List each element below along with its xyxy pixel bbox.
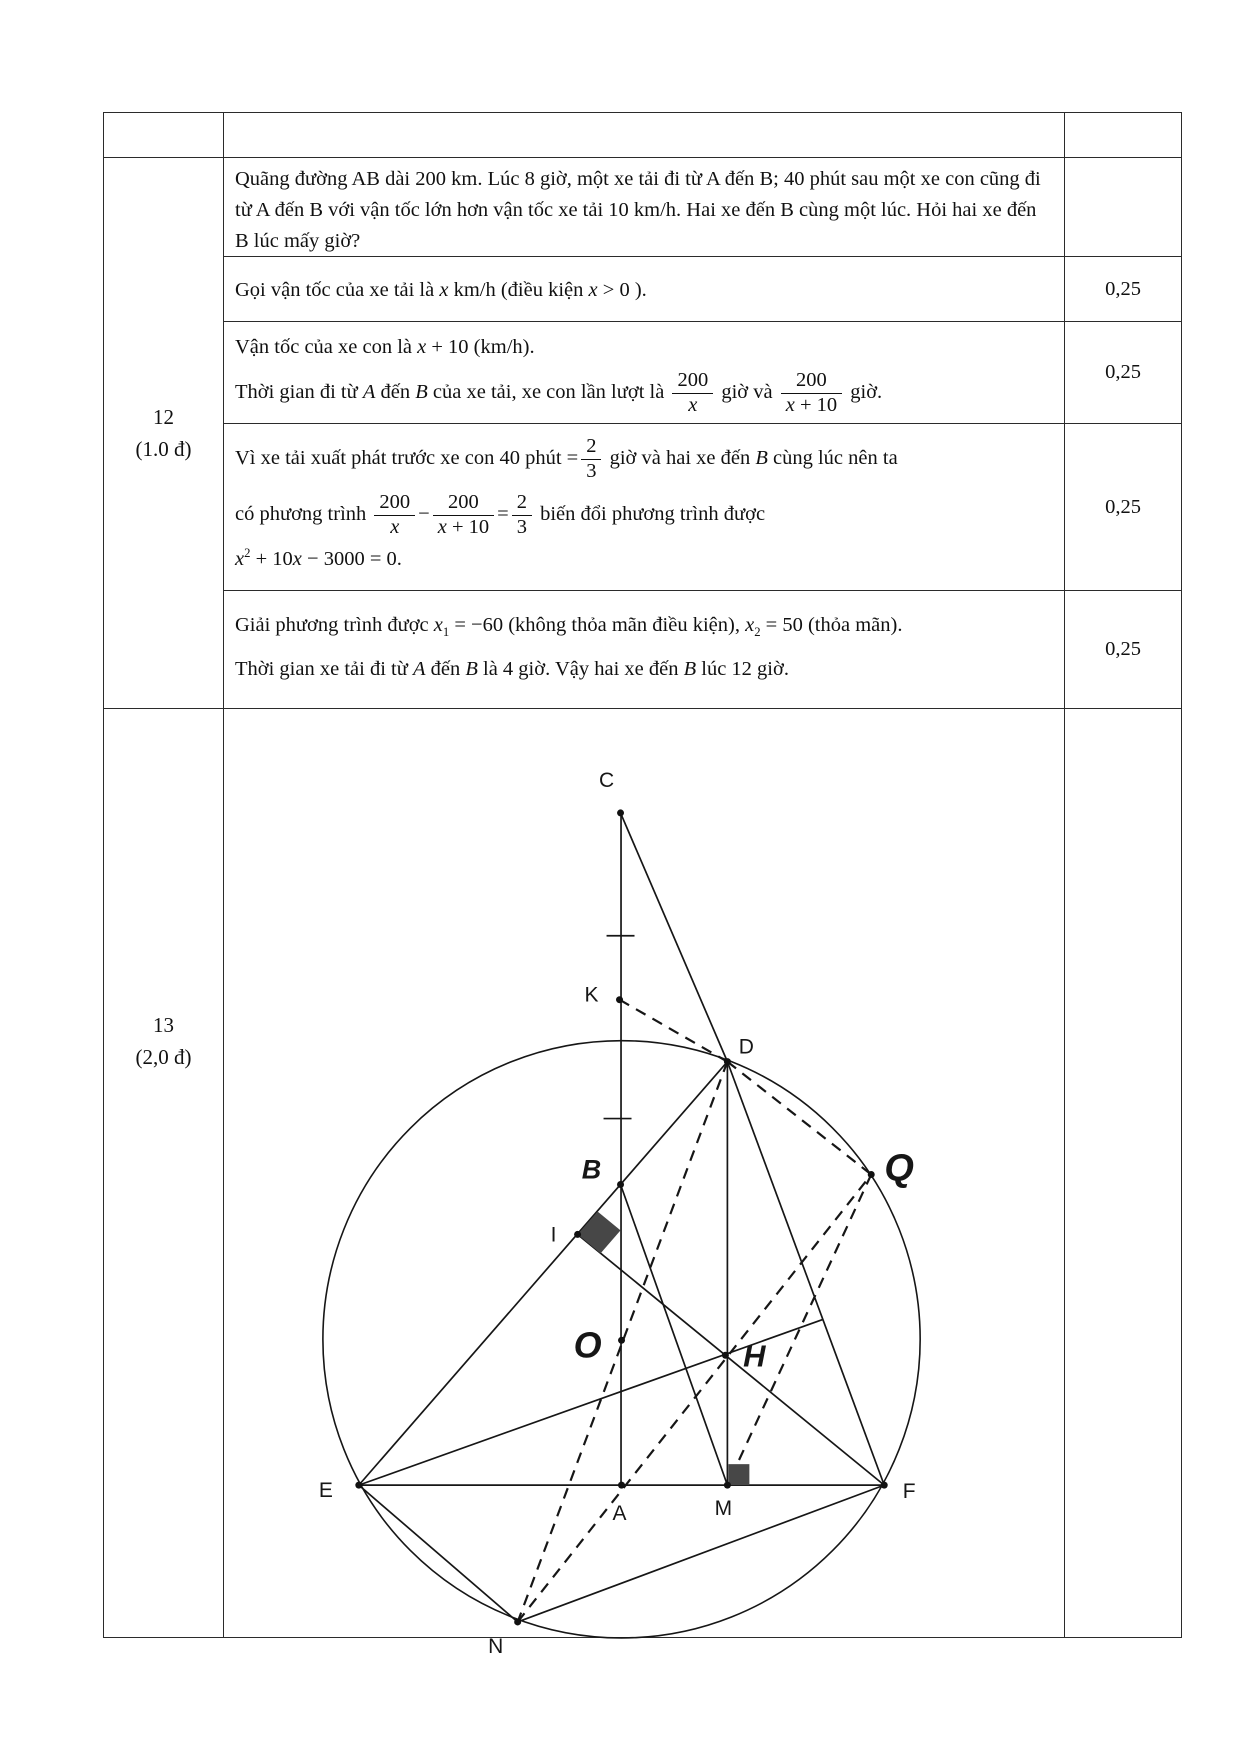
dashed-Q-M xyxy=(727,1174,871,1485)
problem-12-points: (1.0 đ) xyxy=(135,437,192,461)
var-B: B xyxy=(465,658,478,680)
point-label-E: E xyxy=(318,1479,333,1503)
geometry-figure xyxy=(224,709,1063,1658)
step2-text7: giờ. xyxy=(845,380,883,403)
step4-text2: = −60 (không thỏa mãn điều kiện), xyxy=(449,614,746,636)
step2-text3: Thời gian đi từ xyxy=(235,380,363,403)
point-F xyxy=(881,1482,888,1489)
step-4-score: 0,25 xyxy=(1065,591,1182,709)
var-A: A xyxy=(362,380,376,403)
point-label-I: I xyxy=(550,1223,557,1247)
point-Q xyxy=(868,1171,875,1178)
point-E xyxy=(355,1482,362,1489)
dashed-lines xyxy=(518,1000,872,1622)
point-H xyxy=(722,1352,729,1359)
step4-text: Giải phương trình được xyxy=(235,614,434,636)
problem-13-score-cell xyxy=(1065,709,1182,1638)
var-A: A xyxy=(412,658,426,680)
fraction-200-over-x: $\frac{200}{x}$ xyxy=(672,369,713,417)
point-label-A: A xyxy=(612,1502,627,1526)
step-3-score: 0,25 xyxy=(1065,424,1182,591)
var-x: x xyxy=(433,614,443,636)
point-M xyxy=(724,1482,731,1489)
fraction-2-over-3: $\frac{2}{3}$ xyxy=(512,491,532,539)
point-C xyxy=(617,809,624,816)
step3-text5: biến đổi phương trình được xyxy=(534,502,766,525)
point-label-O: O xyxy=(573,1324,602,1366)
step3-text3: cùng lúc nên ta xyxy=(767,446,898,469)
step3-text6: + 10 xyxy=(250,548,293,571)
problem-12-number: 12 xyxy=(153,405,174,429)
step-2-score: 0,25 xyxy=(1065,322,1182,424)
step2-text5: của xe tải, xe con lần lượt là xyxy=(427,380,670,403)
subscript-1: 1 xyxy=(442,625,450,640)
step-1-score: 0,25 xyxy=(1065,257,1182,322)
step1-text2: km/h (điều kiện xyxy=(448,278,589,301)
point-label-H: H xyxy=(743,1338,766,1374)
point-K xyxy=(616,996,623,1003)
step2-text6: giờ và xyxy=(716,380,778,403)
var-x: x xyxy=(417,336,427,358)
answer-table xyxy=(103,112,1182,1658)
step4-text3: = 50 (thỏa mãn). xyxy=(760,614,903,636)
fraction-200-over-x: $\frac{200}{x}$ xyxy=(374,491,415,539)
header-cell-empty-left xyxy=(104,113,224,158)
right-angle-marker-I xyxy=(578,1211,621,1253)
exponent-2: 2 xyxy=(244,546,251,561)
point-label-D: D xyxy=(738,1035,754,1059)
var-x: x xyxy=(588,278,598,301)
point-label-C: C xyxy=(598,768,615,792)
problem-13-id-cell xyxy=(104,709,224,1638)
step4-text4: Thời gian xe tải đi từ xyxy=(235,658,413,680)
problem-13-figure-cell xyxy=(224,709,1065,1658)
point-label-N: N xyxy=(488,1634,504,1658)
step4-text7: lúc 12 giờ. xyxy=(696,658,789,680)
line-C-D xyxy=(621,813,728,1062)
var-x: x xyxy=(292,548,302,571)
point-A xyxy=(618,1482,625,1489)
subscript-2: 2 xyxy=(754,625,761,640)
minus-sign: − xyxy=(418,502,430,525)
var-B: B xyxy=(683,658,697,680)
problem-12-id-cell xyxy=(104,158,224,709)
var-B: B xyxy=(755,446,768,469)
solid-lines xyxy=(359,813,884,1622)
var-B: B xyxy=(415,380,428,403)
step2-text2: + 10 (km/h). xyxy=(426,336,535,358)
step1-text3: > 0 ). xyxy=(597,278,647,301)
point-label-K: K xyxy=(584,983,599,1007)
point-N xyxy=(514,1618,521,1625)
var-x: x xyxy=(235,548,245,571)
problem-12-statement: Quãng đường AB dài 200 km. Lúc 8 giờ, một xe tải đi từ A đến B; 40 phút sau một xe con cũng đi từ A đến B với vận tốc lớn hơn vận tốc xe tải 10 km/h. Hai xe đến B cùng một lúc. Hỏi hai xe đến B lúc mấy giờ? xyxy=(224,158,1065,257)
point-O xyxy=(618,1337,625,1344)
equals-sign: = xyxy=(566,446,579,469)
var-x: x xyxy=(745,614,755,636)
step-1-text-cell xyxy=(224,257,1065,322)
step3-text4: có phương trình xyxy=(235,502,372,525)
point-I xyxy=(574,1231,581,1238)
step3-text7: − 3000 = 0. xyxy=(301,548,402,571)
point-D xyxy=(724,1058,731,1065)
fraction-200-over-x-plus-10: $\frac{200}{x + 10}$ xyxy=(781,369,842,417)
fraction-2-over-3: $\frac{2}{3}$ xyxy=(581,435,601,483)
header-cell-empty-score xyxy=(1065,113,1182,158)
point-label-M: M xyxy=(714,1497,733,1521)
problem-13-points: (2,0 đ) xyxy=(135,1045,192,1069)
step1-text: Gọi vận tốc của xe tải là xyxy=(235,278,440,301)
step-4-text-cell xyxy=(224,591,1065,709)
step2-text4: đến xyxy=(375,380,416,403)
step4-text5: đến xyxy=(425,658,466,680)
step-2-text-cell xyxy=(224,322,1065,424)
fraction-200-over-x-plus-10: $\frac{200}{x + 10}$ xyxy=(433,491,494,539)
line-E-N xyxy=(359,1485,518,1622)
problem-13-number: 13 xyxy=(153,1013,174,1037)
step3-text2: giờ và hai xe đến xyxy=(604,446,756,469)
equals-sign: = xyxy=(497,502,509,525)
header-cell-empty-main xyxy=(224,113,1065,158)
step-3-text-cell xyxy=(224,424,1065,591)
line-B-M xyxy=(621,1184,728,1485)
var-x: x xyxy=(439,278,449,301)
step3-text: Vì xe tải xuất phát trước xe con 40 phút xyxy=(235,446,567,469)
problem-12-statement-score-cell xyxy=(1065,158,1182,257)
right-angle-marker-M xyxy=(728,1464,749,1485)
point-B xyxy=(617,1181,624,1188)
dashed-K-D xyxy=(620,1000,728,1062)
point-label-F: F xyxy=(902,1480,916,1504)
step4-text6: là 4 giờ. Vậy hai xe đến xyxy=(477,658,684,680)
step2-text: Vận tốc của xe con là xyxy=(235,336,418,358)
point-label-Q: Q xyxy=(884,1147,914,1190)
point-label-B: B xyxy=(581,1154,602,1185)
